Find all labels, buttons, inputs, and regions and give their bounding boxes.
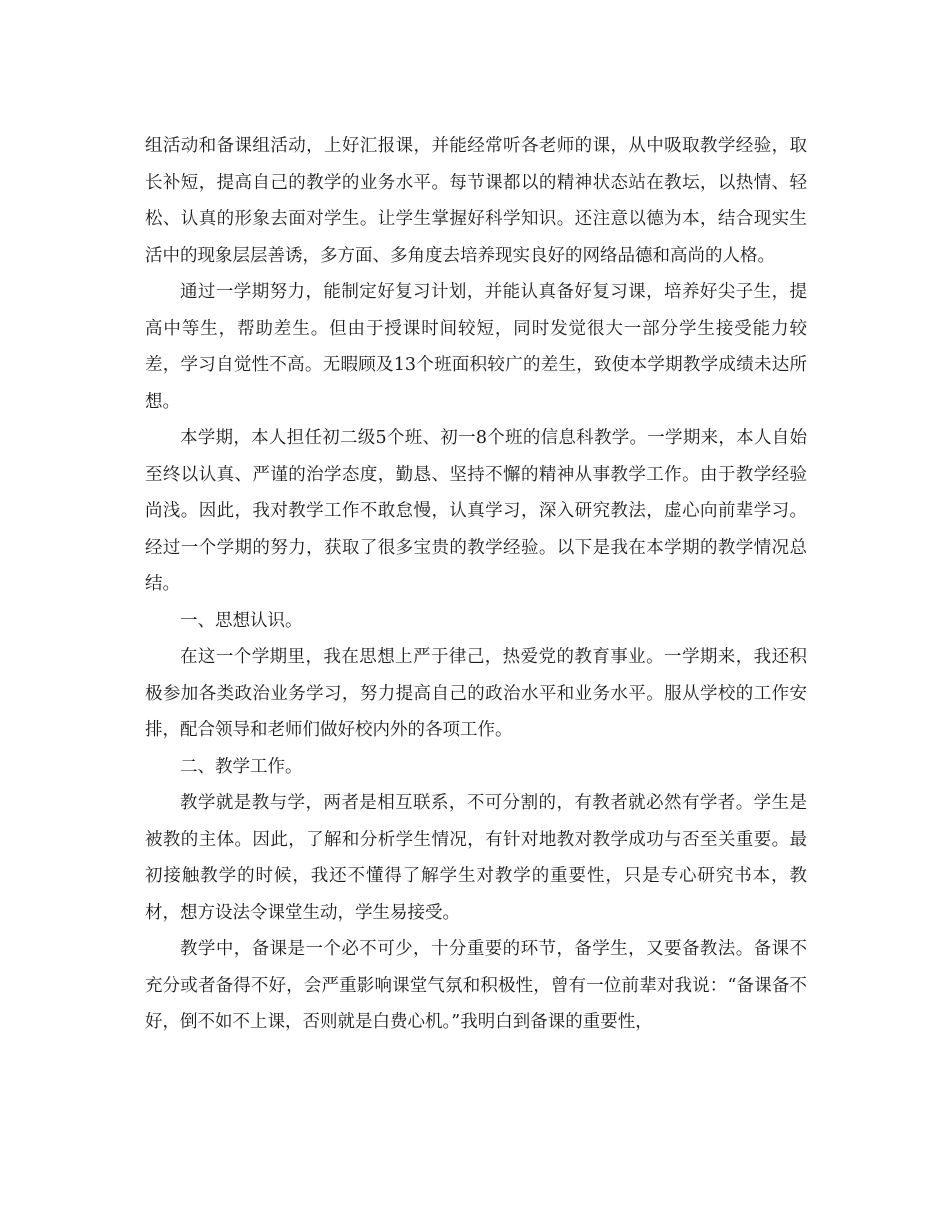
paragraph-6: 教学中，备课是一个必不可少，十分重要的环节，备学生，又要备教法。备课不充分或者备得不好，会严重影响课堂气氛和积极性，曾有一位前辈对我说：“备课备不好，倒不如不上课，否则就是白费心机。”我明白到备课的重要性， [145, 939, 807, 1032]
section-heading-teaching: 二、教学工作。 [180, 756, 303, 777]
paragraph-1: 组活动和备课组活动，上好汇报课，并能经常听各老师的课，从中吸取教学经验，取长补短，提高自己的教学的业务水平。每节课都以的精神状态站在教坛，以热情、轻松、认真的形象去面对学生。让学生掌握好科学知识。还注意以德为本，结合现实生活中的现象层层善诱，多方面、多角度去培养现实良好的网络品德和高尚的人格。 [145, 136, 807, 266]
paragraph-4: 在这一个学期里，我在思想上严于律己，热爱党的教育事业。一学期来，我还积极参加各类政治业务学习，努力提高自己的政治水平和业务水平。服从学校的工作安排，配合领导和老师们做好校内外的各项工作。 [145, 647, 807, 740]
paragraph-2: 通过一学期努力，能制定好复习计划，并能认真备好复习课，培养好尖子生，提高中等生，帮助差生。但由于授课时间较短，同时发觉很大一部分学生接受能力较差，学习自觉性不高。无暇顾及13个班面积较广的差生，致使本学期教学成绩未达所想。 [145, 282, 807, 412]
document-body [145, 128, 807, 1041]
section-heading-thought: 一、思想认识。 [180, 610, 303, 631]
paragraph-3: 本学期，本人担任初二级5个班、初一8个班的信息科教学。一学期来，本人自始至终以认真、严谨的治学态度，勤恳、坚持不懈的精神从事教学工作。由于教学经验尚浅。因此，我对教学工作不敢怠慢，认真学习，深入研究教法，虚心向前辈学习。经过一个学期的努力，获取了很多宝贵的教学经验。以下是我在本学期的教学情况总结。 [145, 428, 807, 594]
paragraph-5: 教学就是教与学，两者是相互联系，不可分割的，有教者就必然有学者。学生是被教的主体。因此，了解和分析学生情况，有针对地教对教学成功与否至关重要。最初接触教学的时候，我还不懂得了解学生对教学的重要性，只是专心研究书本，教材，想方设法令课堂生动，学生易接受。 [145, 793, 807, 923]
